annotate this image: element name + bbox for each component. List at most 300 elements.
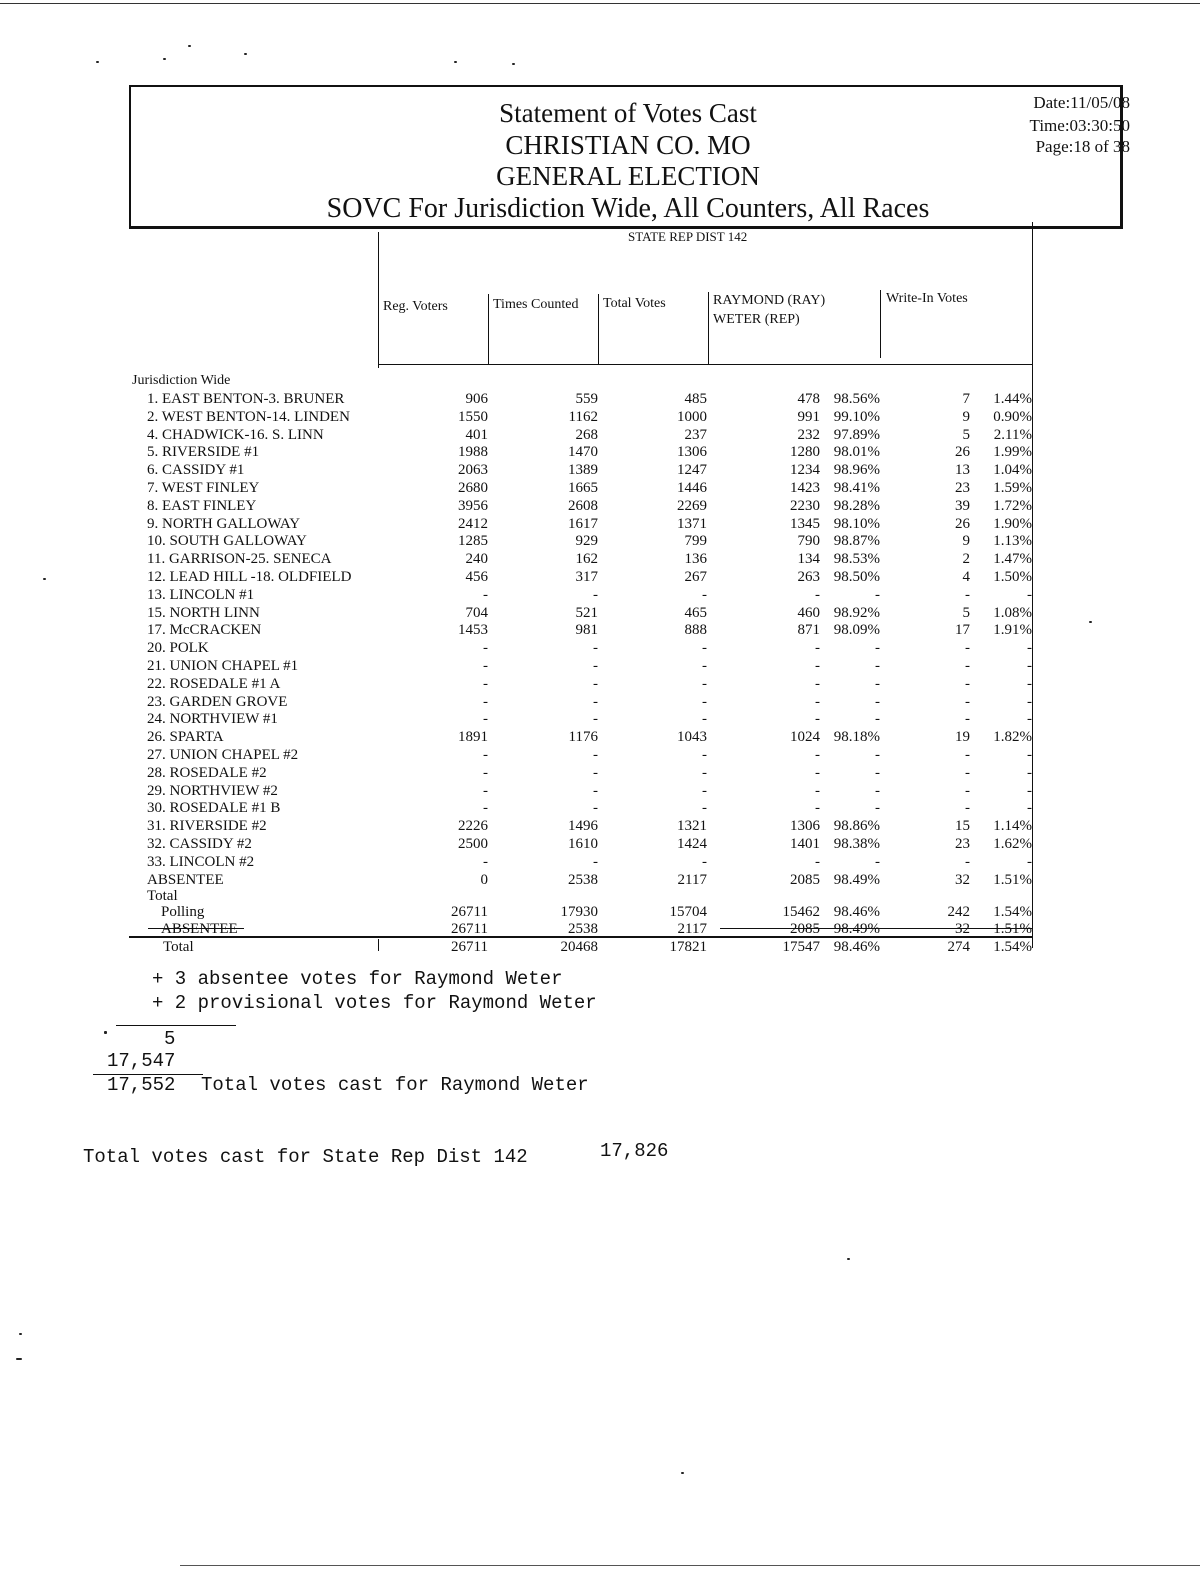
cell-rwp: -	[875, 747, 880, 763]
cell-tv: 1446	[677, 480, 707, 496]
precinct-name: 2. WEST BENTON-14. LINDEN	[147, 409, 350, 425]
table-row	[0, 853, 1200, 871]
cell-tc: 162	[575, 551, 598, 567]
cell-wip: -	[1027, 640, 1032, 656]
table-rule	[598, 294, 599, 364]
summary-cell-wip: 1.54%	[993, 904, 1032, 920]
table-row	[0, 443, 1200, 461]
cell-wip: 0.90%	[993, 409, 1032, 425]
cell-tc: -	[593, 747, 598, 763]
summary-cell-tc: 17930	[560, 904, 598, 920]
cell-rw: 2085	[790, 872, 820, 888]
summary-cell-rw: 17547	[782, 939, 820, 955]
cell-wip: 1.14%	[993, 818, 1032, 834]
cell-tc: 1617	[568, 516, 598, 532]
col-candidate-line1: RAYMOND (RAY)	[713, 293, 826, 308]
scan-speck	[188, 45, 191, 47]
cell-rwp: -	[875, 676, 880, 692]
cell-tc: 2608	[568, 498, 598, 514]
sum-extra-votes: 5	[164, 1028, 176, 1050]
cell-wi: 7	[962, 391, 970, 407]
cell-rw: 1280	[790, 444, 820, 460]
cell-reg: 906	[465, 391, 488, 407]
report-subtitle: SOVC For Jurisdiction Wide, All Counters, All Races	[326, 193, 930, 224]
cell-rwp: 98.49%	[833, 872, 880, 888]
cell-tc: 559	[575, 391, 598, 407]
table-row	[0, 621, 1200, 639]
cell-rwp: -	[875, 587, 880, 603]
cell-tv: 799	[684, 533, 707, 549]
district-total-value: 17,826	[600, 1140, 669, 1162]
cell-wi: -	[965, 587, 970, 603]
cell-tv: 1371	[677, 516, 707, 532]
table-row	[0, 693, 1200, 711]
cell-rwp: 97.89%	[833, 427, 880, 443]
cell-reg: -	[483, 800, 488, 816]
cell-tv: 1000	[677, 409, 707, 425]
cell-wip: -	[1027, 676, 1032, 692]
cell-rwp: 98.87%	[833, 533, 880, 549]
cell-rwp: -	[875, 658, 880, 674]
scan-speck	[454, 61, 457, 63]
cell-rwp: 98.96%	[833, 462, 880, 478]
report-time: Time:03:30:50	[1029, 116, 1130, 135]
cell-reg: 1453	[458, 622, 488, 638]
cell-rw: -	[815, 854, 820, 870]
precinct-name: 6. CASSIDY #1	[147, 462, 245, 478]
cell-wi: -	[965, 676, 970, 692]
cell-tv: -	[702, 711, 707, 727]
cell-rw: 460	[797, 605, 820, 621]
cell-wip: -	[1027, 800, 1032, 816]
election-name: GENERAL ELECTION	[496, 161, 760, 191]
cell-rw: 1345	[790, 516, 820, 532]
cell-tc: 929	[575, 533, 598, 549]
table-row	[0, 604, 1200, 622]
table-rule	[378, 232, 379, 368]
cell-wi: 26	[955, 516, 970, 532]
table-rule	[488, 294, 489, 364]
scan-speck	[19, 1333, 22, 1335]
summary-label: Polling	[161, 904, 205, 920]
precinct-name: 20. POLK	[147, 640, 209, 656]
precinct-name: 33. LINCOLN #2	[147, 854, 255, 870]
scan-speck	[847, 1258, 850, 1260]
summary-cell-reg: 26711	[451, 921, 488, 937]
cell-rw: -	[815, 587, 820, 603]
district-total-label: Total votes cast for State Rep Dist 142	[83, 1146, 528, 1168]
cell-rwp: 98.10%	[833, 516, 880, 532]
cell-reg: 2680	[458, 480, 488, 496]
cell-rw: 134	[797, 551, 820, 567]
cell-rw: 1306	[790, 818, 820, 834]
report-page: Page:18 of 38	[1035, 137, 1130, 156]
cell-tc: 268	[575, 427, 598, 443]
cell-wip: 1.62%	[993, 836, 1032, 852]
cell-rw: 871	[797, 622, 820, 638]
table-row	[0, 390, 1200, 408]
table-row	[0, 568, 1200, 586]
precinct-name: 12. LEAD HILL -18. OLDFIELD	[147, 569, 352, 585]
cell-reg: 2412	[458, 516, 488, 532]
cell-tc: 1665	[568, 480, 598, 496]
scan-speck	[681, 1472, 684, 1474]
cell-wip: 1.47%	[993, 551, 1032, 567]
cell-tv: -	[702, 587, 707, 603]
total-rule	[129, 936, 1032, 938]
note-provisional-votes: + 2 provisional votes for Raymond Weter	[152, 992, 597, 1014]
cell-reg: 2226	[458, 818, 488, 834]
cell-tv: 2117	[677, 872, 707, 888]
col-times-counted: Times Counted	[493, 297, 579, 312]
cell-reg: -	[483, 765, 488, 781]
table-row	[0, 782, 1200, 800]
cell-tv: 1247	[677, 462, 707, 478]
summary-cell-wi: 32	[955, 921, 970, 937]
cell-rw: -	[815, 640, 820, 656]
cell-tc: 521	[575, 605, 598, 621]
group-label: Jurisdiction Wide	[132, 373, 231, 388]
cell-reg: 1550	[458, 409, 488, 425]
table-row	[0, 426, 1200, 444]
cell-rwp: 98.56%	[833, 391, 880, 407]
precinct-name: 11. GARRISON-25. SENECA	[147, 551, 332, 567]
precinct-name: 10. SOUTH GALLOWAY	[147, 533, 307, 549]
table-row	[0, 835, 1200, 853]
summary-label: Total	[163, 939, 194, 955]
cell-reg: -	[483, 658, 488, 674]
cell-wi: 39	[955, 498, 970, 514]
total-rule	[148, 928, 244, 929]
cell-wip: -	[1027, 765, 1032, 781]
total-rule	[720, 928, 1032, 929]
cell-rw: -	[815, 765, 820, 781]
table-row	[0, 657, 1200, 675]
cell-tv: 1043	[677, 729, 707, 745]
cell-tv: -	[702, 676, 707, 692]
cell-tc: -	[593, 676, 598, 692]
cell-wi: -	[965, 783, 970, 799]
table-rule	[880, 290, 881, 358]
precinct-name: 13. LINCOLN #1	[147, 587, 255, 603]
cell-reg: -	[483, 747, 488, 763]
cell-tc: 317	[575, 569, 598, 585]
cell-tc: 1496	[568, 818, 598, 834]
cell-reg: -	[483, 854, 488, 870]
cell-tv: 465	[684, 605, 707, 621]
cell-tc: -	[593, 640, 598, 656]
cell-wi: -	[965, 694, 970, 710]
col-total-votes: Total Votes	[603, 296, 666, 311]
precinct-name: 22. ROSEDALE #1 A	[147, 676, 281, 692]
precinct-name: ABSENTEE	[147, 872, 224, 888]
precinct-name: 26. SPARTA	[147, 729, 224, 745]
cell-wip: 1.72%	[993, 498, 1032, 514]
precinct-name: 27. UNION CHAPEL #2	[147, 747, 299, 763]
cell-rwp: 98.28%	[833, 498, 880, 514]
cell-rw: 991	[797, 409, 820, 425]
cell-tc: -	[593, 800, 598, 816]
precinct-name: 7. WEST FINLEY	[147, 480, 260, 496]
cell-reg: 2500	[458, 836, 488, 852]
scan-speck	[244, 53, 247, 55]
summary-row	[0, 903, 1200, 921]
cell-tv: -	[702, 747, 707, 763]
cell-tc: 2538	[568, 872, 598, 888]
sum-grand-total: 17,552	[107, 1074, 176, 1096]
cell-tv: 237	[684, 427, 707, 443]
summary-cell-rw: 15462	[782, 904, 820, 920]
cell-rwp: -	[875, 800, 880, 816]
table-row	[0, 408, 1200, 426]
cell-tc: -	[593, 854, 598, 870]
summary-label: ABSENTEE	[161, 921, 238, 937]
precinct-name: 5. RIVERSIDE #1	[147, 444, 260, 460]
summary-cell-tc: 2538	[568, 921, 598, 937]
precinct-name: 15. NORTH LINN	[147, 605, 260, 621]
cell-rw: -	[815, 711, 820, 727]
cell-wi: 26	[955, 444, 970, 460]
cell-tc: -	[593, 711, 598, 727]
cell-wip: -	[1027, 694, 1032, 710]
cell-rwp: 98.50%	[833, 569, 880, 585]
cell-wi: 15	[955, 818, 970, 834]
cell-wi: -	[965, 747, 970, 763]
precinct-name: 23. GARDEN GROVE	[147, 694, 288, 710]
cell-wip: 1.50%	[993, 569, 1032, 585]
cell-wip: 1.51%	[993, 872, 1032, 888]
cell-rw: 232	[797, 427, 820, 443]
cell-rwp: 99.10%	[833, 409, 880, 425]
cell-wi: -	[965, 854, 970, 870]
cell-tv: 136	[684, 551, 707, 567]
cell-rwp: 98.53%	[833, 551, 880, 567]
cell-wi: -	[965, 800, 970, 816]
summary-cell-rwp: 98.49%	[833, 921, 880, 937]
cell-wip: 1.82%	[993, 729, 1032, 745]
cell-wip: 1.91%	[993, 622, 1032, 638]
cell-wi: 23	[955, 836, 970, 852]
cell-tc: 1176	[568, 729, 598, 745]
table-rule	[378, 364, 1032, 365]
scan-speck	[16, 1358, 22, 1360]
cell-wi: 13	[955, 462, 970, 478]
cell-rwp: 98.38%	[833, 836, 880, 852]
cell-wi: 2	[962, 551, 970, 567]
cell-tc: 1389	[568, 462, 598, 478]
table-row	[0, 479, 1200, 497]
cell-rw: 263	[797, 569, 820, 585]
cell-reg: 704	[465, 605, 488, 621]
precinct-name: 31. RIVERSIDE #2	[147, 818, 267, 834]
precinct-name: 21. UNION CHAPEL #1	[147, 658, 299, 674]
page-bottom-edge	[180, 1565, 1200, 1566]
cell-wi: 5	[962, 427, 970, 443]
cell-tv: 1321	[677, 818, 707, 834]
cell-rwp: -	[875, 854, 880, 870]
summary-cell-reg: 26711	[451, 904, 488, 920]
cell-wip: -	[1027, 658, 1032, 674]
summary-row	[0, 938, 1200, 956]
cell-reg: 456	[465, 569, 488, 585]
summary-cell-wip: 1.54%	[993, 939, 1032, 955]
cell-reg: 1891	[458, 729, 488, 745]
table-row	[0, 550, 1200, 568]
cell-wi: 17	[955, 622, 970, 638]
cell-reg: -	[483, 587, 488, 603]
table-row	[0, 515, 1200, 533]
col-reg-voters: Reg. Voters	[383, 299, 448, 314]
precinct-name: 28. ROSEDALE #2	[147, 765, 267, 781]
cell-tc: 1610	[568, 836, 598, 852]
scan-speck	[96, 61, 99, 63]
cell-tv: -	[702, 783, 707, 799]
cell-wip: 1.08%	[993, 605, 1032, 621]
table-row	[0, 728, 1200, 746]
summary-cell-rw: 2085	[790, 921, 820, 937]
summary-cell-tv: 15704	[669, 904, 707, 920]
precinct-name: 8. EAST FINLEY	[147, 498, 257, 514]
cell-rw: 1234	[790, 462, 820, 478]
cell-reg: -	[483, 694, 488, 710]
summary-cell-tc: 20468	[560, 939, 598, 955]
cell-rwp: 98.09%	[833, 622, 880, 638]
col-write-in: Write-In Votes	[886, 291, 968, 306]
cell-rwp: -	[875, 694, 880, 710]
summary-cell-tv: 2117	[677, 921, 707, 937]
summary-cell-rwp: 98.46%	[833, 939, 880, 955]
table-row	[0, 764, 1200, 782]
table-row	[0, 639, 1200, 657]
cell-wip: -	[1027, 587, 1032, 603]
cell-rw: 790	[797, 533, 820, 549]
cell-rw: -	[815, 694, 820, 710]
table-row	[0, 746, 1200, 764]
cell-wip: 1.44%	[993, 391, 1032, 407]
cell-reg: 401	[465, 427, 488, 443]
cell-rwp: 98.01%	[833, 444, 880, 460]
cell-rw: -	[815, 747, 820, 763]
cell-reg: 3956	[458, 498, 488, 514]
county-name: CHRISTIAN CO. MO	[505, 130, 751, 160]
precinct-name: 29. NORTHVIEW #2	[147, 783, 278, 799]
cell-rwp: -	[875, 783, 880, 799]
cell-tc: -	[593, 694, 598, 710]
cell-wi: 23	[955, 480, 970, 496]
section-title: STATE REP DIST 142	[628, 229, 748, 244]
cell-rwp: 98.86%	[833, 818, 880, 834]
cell-wi: -	[965, 765, 970, 781]
page-top-edge	[0, 3, 1200, 4]
cell-wip: 1.90%	[993, 516, 1032, 532]
cell-tv: 267	[684, 569, 707, 585]
cell-tc: 981	[575, 622, 598, 638]
cell-rw: 2230	[790, 498, 820, 514]
table-rule	[708, 292, 709, 364]
table-row	[0, 799, 1200, 817]
cell-reg: 2063	[458, 462, 488, 478]
cell-tc: -	[593, 587, 598, 603]
cell-wip: 1.04%	[993, 462, 1032, 478]
cell-wip: -	[1027, 711, 1032, 727]
cell-wi: 9	[962, 533, 970, 549]
report-title: Statement of Votes Cast	[499, 98, 757, 128]
cell-reg: -	[483, 640, 488, 656]
cell-wi: -	[965, 658, 970, 674]
cell-tv: 485	[684, 391, 707, 407]
table-row	[0, 497, 1200, 515]
cell-wip: 1.13%	[993, 533, 1032, 549]
cell-rw: 478	[797, 391, 820, 407]
total-label: Total	[147, 888, 178, 904]
cell-tc: -	[593, 658, 598, 674]
cell-rwp: -	[875, 711, 880, 727]
table-row	[0, 710, 1200, 728]
cell-rw: -	[815, 800, 820, 816]
summary-cell-reg: 26711	[451, 939, 488, 955]
cell-rwp: -	[875, 640, 880, 656]
summary-cell-wi: 274	[947, 939, 970, 955]
cell-rw: -	[815, 676, 820, 692]
cell-wip: 2.11%	[993, 427, 1032, 443]
cell-rw: 1423	[790, 480, 820, 496]
cell-rw: 1401	[790, 836, 820, 852]
cell-wip: 1.99%	[993, 444, 1032, 460]
precinct-name: 9. NORTH GALLOWAY	[147, 516, 301, 532]
table-row	[0, 817, 1200, 835]
precinct-name: 1. EAST BENTON-3. BRUNER	[147, 391, 345, 407]
cell-wi: 9	[962, 409, 970, 425]
cell-tc: -	[593, 783, 598, 799]
cell-tc: 1470	[568, 444, 598, 460]
scan-speck	[163, 58, 166, 60]
cell-rw: 1024	[790, 729, 820, 745]
summary-cell-rwp: 98.46%	[833, 904, 880, 920]
cell-rwp: 98.18%	[833, 729, 880, 745]
cell-rw: -	[815, 658, 820, 674]
cell-wi: -	[965, 711, 970, 727]
cell-wi: 32	[955, 872, 970, 888]
cell-reg: -	[483, 783, 488, 799]
cell-tv: 888	[684, 622, 707, 638]
cell-tc: -	[593, 765, 598, 781]
table-row	[0, 461, 1200, 479]
group-label-row	[0, 372, 1200, 390]
cell-reg: -	[483, 676, 488, 692]
cell-tc: 1162	[568, 409, 598, 425]
cell-tv: 1424	[677, 836, 707, 852]
table-row	[0, 675, 1200, 693]
precinct-name: 24. NORTHVIEW #1	[147, 711, 278, 727]
cell-tv: 2269	[677, 498, 707, 514]
cell-rwp: 98.41%	[833, 480, 880, 496]
cell-tv: -	[702, 854, 707, 870]
precinct-name: 4. CHADWICK-16. S. LINN	[147, 427, 324, 443]
summary-cell-tv: 17821	[669, 939, 707, 955]
precinct-name: 17. McCRACKEN	[147, 622, 262, 638]
cell-tv: -	[702, 765, 707, 781]
cell-reg: 0	[480, 872, 488, 888]
cell-tv: -	[702, 658, 707, 674]
cell-wi: 19	[955, 729, 970, 745]
cell-tv: 1306	[677, 444, 707, 460]
cell-wip: -	[1027, 854, 1032, 870]
cell-reg: -	[483, 711, 488, 727]
scan-speck	[104, 1031, 107, 1034]
cell-wip: -	[1027, 747, 1032, 763]
table-row	[0, 532, 1200, 550]
cell-rw: -	[815, 783, 820, 799]
